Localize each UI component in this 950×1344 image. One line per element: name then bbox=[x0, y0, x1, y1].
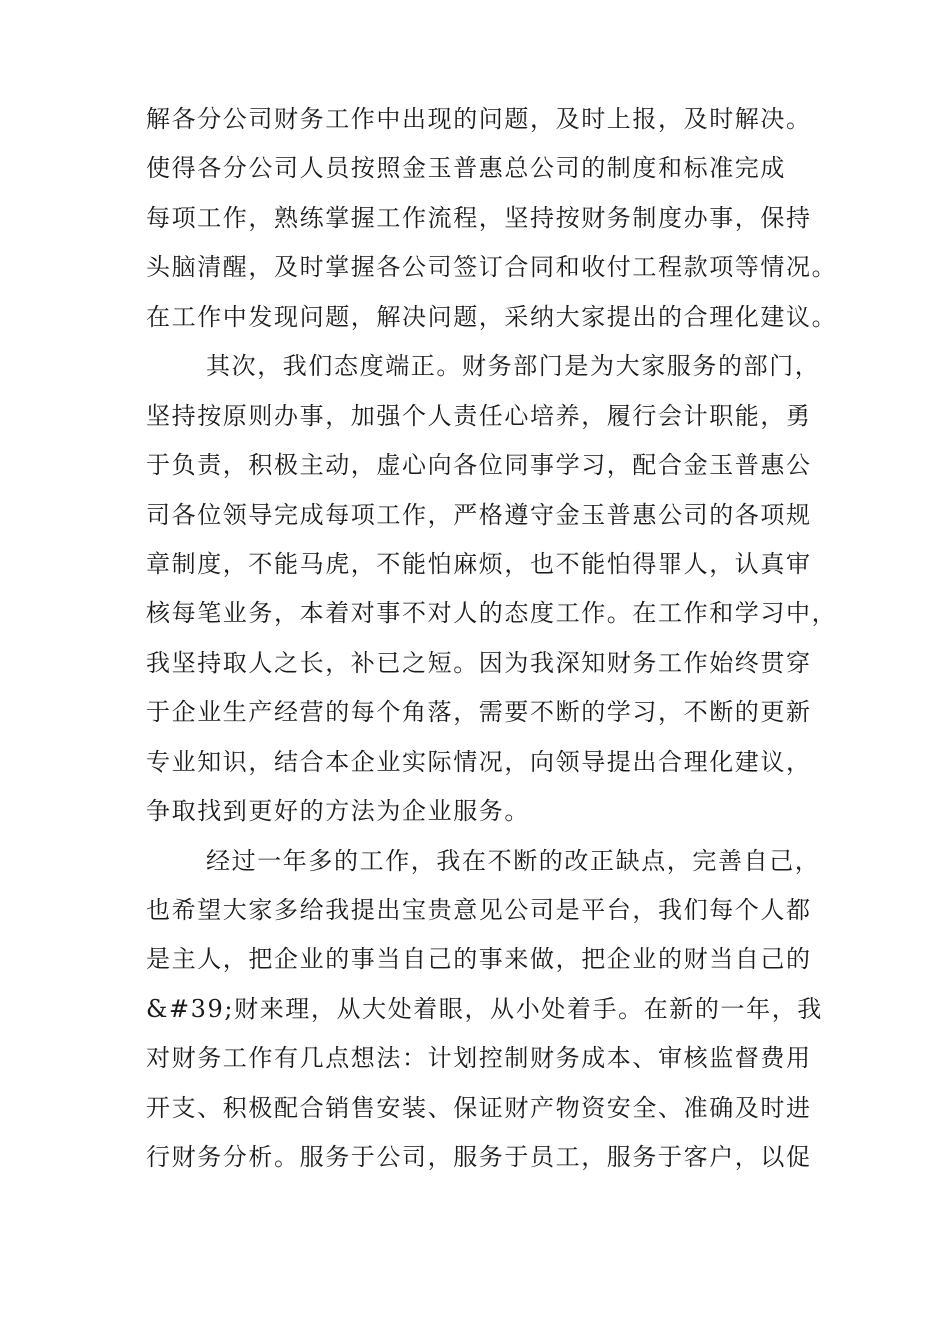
paragraph-start-line: 其次，我们态度端正。财务部门是为大家服务的部门， bbox=[206, 352, 821, 381]
text-line: 专业知识，结合本企业实际情况，向领导提出合理化建议， bbox=[146, 747, 812, 776]
text-line: 我坚持取人之长，补已之短。因为我深知财务工作始终贯穿 bbox=[146, 648, 812, 677]
text-line: &#39;财来理，从大处着眼，从小处着手。在新的一年，我 bbox=[146, 994, 823, 1023]
body-text bbox=[0, 95, 950, 1183]
text-line: 每项工作，熟练掌握工作流程，坚持按财务制度办事，保持 bbox=[146, 203, 812, 232]
text-line: 使得各分公司人员按照金玉普惠总公司的制度和标准完成 bbox=[146, 154, 786, 183]
text-line: 司各位领导完成每项工作，严格遵守金玉普惠公司的各项规 bbox=[146, 500, 812, 529]
text-line: 核每笔业务，本着对事不对人的态度工作。在工作和学习中， bbox=[146, 599, 838, 628]
text-line: 解各分公司财务工作中出现的问题，及时上报，及时解决。 bbox=[146, 105, 812, 133]
text-line: 行财务分析。服务于公司，服务于员工，服务于客户，以促 bbox=[146, 1143, 812, 1172]
text-line: 也希望大家多给我提出宝贵意见公司是平台，我们每个人都 bbox=[146, 896, 812, 924]
paragraph-start-line: 经过一年多的工作，我在不断的改正缺点，完善自己， bbox=[206, 846, 821, 875]
text-line: 在工作中发现问题，解决问题，采纳大家提出的合理化建议。 bbox=[146, 302, 838, 331]
text-line: 开支、积极配合销售安装、保证财产物资安全、准确及时进 bbox=[146, 1093, 812, 1122]
text-line: 于负责，积极主动，虚心向各位同事学习，配合金玉普惠公 bbox=[146, 451, 812, 480]
text-line: 争取找到更好的方法为企业服务。 bbox=[146, 797, 530, 826]
text-line: 是主人，把企业的事当自己的事来做，把企业的财当自己的 bbox=[146, 945, 812, 974]
text-line: 头脑清醒，及时掌握各公司签订合同和收付工程款项等情况。 bbox=[146, 253, 838, 282]
text-line: 于企业生产经营的每个角落，需要不断的学习，不断的更新 bbox=[146, 698, 812, 727]
text-line: 对财务工作有几点想法：计划控制财务成本、审核监督费用 bbox=[146, 1044, 812, 1073]
text-line: 坚持按原则办事，加强个人责任心培养，履行会计职能，勇 bbox=[146, 401, 812, 430]
text-line: 章制度，不能马虎，不能怕麻烦，也不能怕得罪人，认真审 bbox=[146, 549, 812, 578]
